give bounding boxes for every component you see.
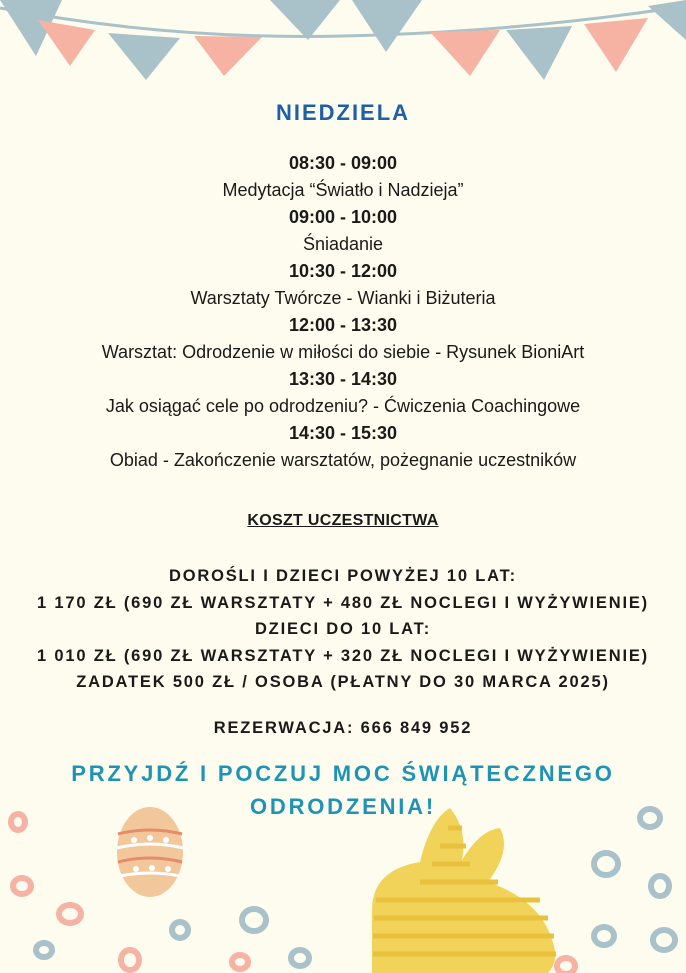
bunting-banner bbox=[0, 0, 686, 90]
slot-activity: Medytacja “Światło i Nadzieja” bbox=[222, 180, 464, 200]
cost-line: ZADATEK 500 ZŁ / OSOBA (PŁATNY DO 30 MARCA 2025) bbox=[76, 673, 610, 691]
schedule-item bbox=[0, 420, 686, 474]
confetti-rings bbox=[11, 809, 675, 973]
decoration-area bbox=[0, 790, 686, 973]
cost-line: 1 170 ZŁ (690 ZŁ WARSZTATY + 480 ZŁ NOCLEGI I WYŻYWIENIE) bbox=[37, 593, 649, 612]
slot-time: 12:00 - 13:30 bbox=[288, 315, 398, 335]
slot-activity: Obiad - Zakończenie warsztatów, pożegnanie uczestników bbox=[109, 450, 577, 470]
slot-time: 10:30 - 12:00 bbox=[288, 261, 398, 281]
slot-time: 09:00 - 10:00 bbox=[288, 207, 398, 227]
slot-time: 13:30 - 14:30 bbox=[288, 369, 398, 389]
cost-line: DZIECI DO 10 LAT: bbox=[254, 620, 432, 638]
schedule-item bbox=[0, 150, 686, 204]
slot-time: 08:30 - 09:00 bbox=[288, 153, 398, 173]
day-title: NIEDZIELA bbox=[275, 100, 411, 125]
schedule-item bbox=[0, 366, 686, 420]
cost-line: 1 010 ZŁ (690 ZŁ WARSZTATY + 320 ZŁ NOCLEGI I WYŻYWIENIE) bbox=[37, 646, 649, 665]
cost-line: DOROŚLI I DZIECI POWYŻEJ 10 LAT: bbox=[169, 567, 517, 585]
schedule-item bbox=[0, 312, 686, 366]
call-to-action: PRZYJDŹ I POCZUJ MOC ŚWIĄTECZNEGO ODRODZENIA! bbox=[71, 761, 615, 819]
slot-activity: Warsztaty Twórcze - Wianki i Biżuteria bbox=[190, 288, 496, 308]
slot-activity: Jak osiągać cele po odrodzeniu? - Ćwiczenia Coachingowe bbox=[105, 396, 581, 416]
cost-details bbox=[0, 563, 686, 696]
schedule bbox=[0, 150, 686, 474]
cost-title: KOSZT UCZESTNICTWA bbox=[247, 512, 439, 529]
schedule-item bbox=[0, 204, 686, 258]
schedule-item bbox=[0, 258, 686, 312]
easter-egg-icon bbox=[117, 807, 183, 897]
slot-activity: Warsztat: Odrodzenie w miłości do siebie - Rysunek BioniArt bbox=[101, 342, 585, 362]
bunny-icon bbox=[372, 808, 556, 973]
reservation-phone: REZERWACJA: 666 849 952 bbox=[213, 719, 473, 737]
slot-activity: Śniadanie bbox=[302, 234, 384, 254]
slot-time: 14:30 - 15:30 bbox=[288, 423, 398, 443]
